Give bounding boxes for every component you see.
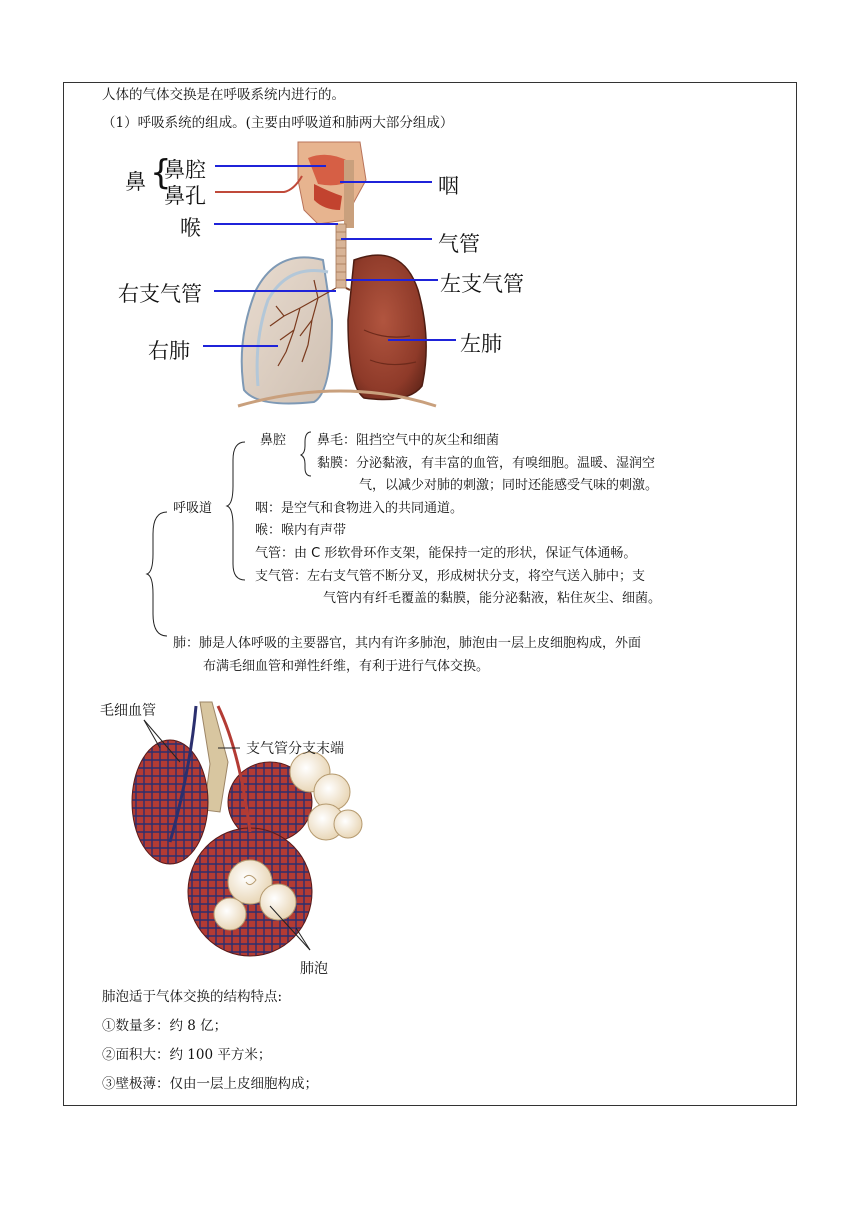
intro-text: 人体的气体交换是在呼吸系统内进行的。 [102, 87, 345, 103]
respiratory-system-figure [118, 140, 548, 415]
zuo-fei-label: 左肺 [460, 332, 502, 356]
qiguan-label: 气管 [438, 232, 480, 256]
features-title: 肺泡适于气体交换的结构特点: [102, 989, 283, 1005]
yan-text: 咽：是空气和食物进入的共同通道。 [255, 501, 464, 516]
zhiqiguan-text-2: 气管内有纤毛覆盖的黏膜，能分泌黏液，粘住灰尘、细菌。 [323, 591, 662, 606]
fei-text-1: 肺：肺是人体呼吸的主要器官，其内有许多肺泡，肺泡由一层上皮细胞构成，外面 [173, 636, 642, 651]
alveoli-label: 肺泡 [300, 961, 328, 977]
alveoli-figure [100, 692, 400, 982]
you-zhiqiguan-label: 右支气管 [118, 282, 202, 306]
respiratory-tree-diagram [145, 424, 735, 684]
feature-item: ②面积大：约 100 平方米； [102, 1047, 272, 1063]
bikong-label: 鼻孔 [164, 184, 206, 208]
zhiqiguan-text-1: 支气管：左右支气管不断分叉，形成树状分支，将空气送入肺中；支 [255, 569, 646, 584]
feature-item: ①数量多：约 8 亿； [102, 1018, 228, 1034]
feature-item: ③壁极薄：仅由一层上皮细胞构成； [102, 1076, 318, 1092]
bronchiole-end-label: 支气管分支末端 [246, 741, 344, 757]
fei-text-2: 布满毛细血管和弹性纤维，有利于进行气体交换。 [203, 659, 490, 674]
bimao-text: 鼻毛：阻挡空气中的灰尘和细菌 [317, 433, 500, 448]
bi-label: 鼻 [125, 170, 146, 194]
capillary-label: 毛细血管 [100, 703, 156, 719]
zuo-zhiqiguan-label: 左支气管 [440, 272, 524, 296]
huxidao-label: 呼吸道 [173, 501, 213, 516]
hou-label: 喉 [180, 216, 201, 240]
section-title: （1）呼吸系统的组成。(主要由呼吸道和肺两大部分组成） [102, 115, 454, 131]
brace-icon: { [150, 153, 172, 193]
bikong-leader [215, 176, 302, 192]
hou-text: 喉：喉内有声带 [255, 523, 347, 538]
nianmo-text-2: 气，以减少对肺的刺激；同时还能感受气味的刺激。 [359, 478, 659, 493]
biqiang-label: 鼻腔 [164, 158, 206, 182]
nianmo-text-1: 黏膜：分泌黏液，有丰富的血管，有嗅细胞。温暖、湿润空 [317, 456, 656, 471]
alveoli-illustration [100, 692, 400, 982]
you-fei-label: 右肺 [148, 339, 190, 363]
biqiang-node: 鼻腔 [260, 433, 287, 448]
qiguan-text: 气管：由 C 形软骨环作支架，能保持一定的形状，保证气体通畅。 [255, 546, 637, 561]
yan-label: 咽 [438, 174, 459, 198]
